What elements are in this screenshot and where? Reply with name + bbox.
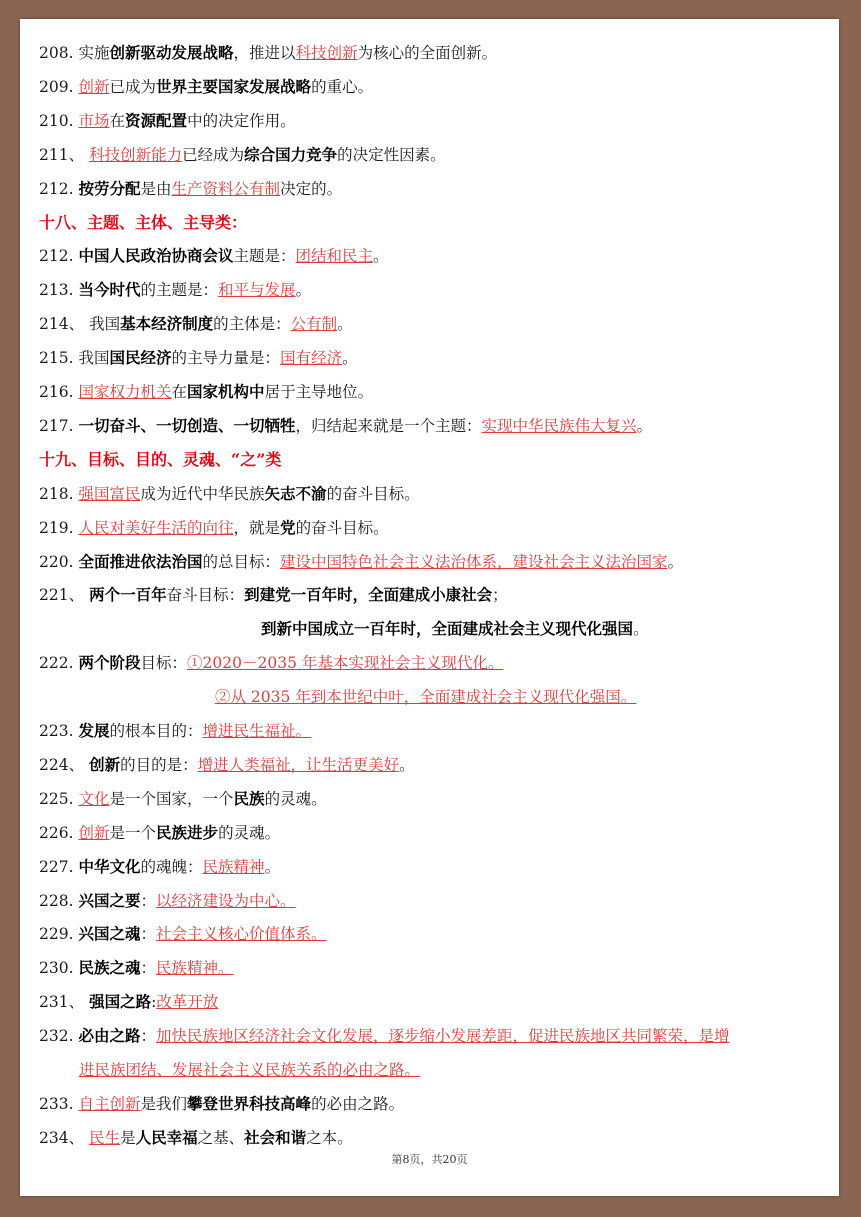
list-item [39, 416, 829, 436]
item-number: 232. [39, 1027, 74, 1046]
item-number: 222. [39, 654, 74, 673]
list-item [39, 585, 829, 605]
answer-text: 公有制 [290, 315, 338, 334]
plain-text: 奋斗目标： [166, 586, 245, 605]
plain-text: ； [492, 586, 508, 605]
plain-text: 。 [636, 416, 653, 435]
bold-keyword: 兴国之魂 [78, 924, 141, 944]
list-item [39, 77, 829, 97]
bold-keyword: 按劳分配 [78, 178, 141, 198]
list-item [39, 823, 829, 843]
plain-text: 是由 [140, 179, 172, 198]
item-number: 227. [39, 857, 74, 876]
list-item [39, 789, 829, 809]
list-item [215, 687, 829, 707]
answer-text: 团结和民主 [295, 247, 374, 266]
item-number: 234、 [39, 1128, 85, 1147]
plain-text: 成为近代中华民族 [140, 484, 265, 503]
plain-text: 的必由之路。 [311, 1094, 405, 1113]
bold-keyword: 党 [280, 517, 296, 537]
list-item [39, 43, 829, 63]
bold-keyword: 中华文化 [78, 856, 141, 876]
bold-keyword: 国家机构中 [187, 382, 265, 401]
plain-text: 决定的。 [280, 179, 343, 198]
plain-text: 的魂魄： [140, 857, 203, 876]
plain-text: 的决定性因素。 [337, 145, 446, 164]
plain-text: 是 [120, 1128, 136, 1147]
plain-text: 的灵魂。 [218, 823, 281, 842]
item-number: 214、 [39, 315, 85, 334]
answer-text: 创新 [78, 823, 110, 842]
list-item [39, 382, 829, 402]
bold-keyword: 人民幸福 [135, 1127, 198, 1147]
plain-text: 居于主导地位。 [264, 383, 374, 401]
answer-text: 改革开放 [156, 993, 219, 1012]
plain-text: ： [140, 959, 157, 978]
answer-text: 以经济建设为中心。 [156, 891, 296, 910]
plain-text: ： [140, 891, 157, 910]
list-item [39, 721, 829, 741]
item-number: 225. [39, 789, 74, 808]
plain-text: 在 [171, 383, 188, 401]
item-number: 210. [39, 111, 74, 130]
list-item [39, 179, 829, 199]
plain-text: : [151, 993, 157, 1012]
item-number: 215. [39, 349, 74, 368]
answer-text: 加快民族地区经济社会文化发展，逐步缩小发展差距，促进民族地区共同繁荣，是增 [156, 1027, 730, 1046]
page-footer: 第8页，共20页 [391, 1153, 468, 1166]
answer-text: 社会主义核心价值体系。 [156, 925, 327, 944]
bold-keyword: 到新中国成立一百年时，全面建成社会主义现代化强国 [261, 619, 634, 639]
bold-keyword: 兴国之要 [78, 890, 141, 910]
plain-text: 之本。 [306, 1128, 353, 1147]
list-item [39, 992, 829, 1012]
plain-text: 中的决定作用。 [187, 111, 296, 130]
plain-text: 。 [399, 755, 415, 774]
answer-text: ②从 2035 年到本世纪中叶，全面建成社会主义现代化强国。 [215, 688, 637, 707]
bold-keyword: 攀登世界科技高峰 [187, 1093, 312, 1113]
list-item [39, 891, 829, 911]
answer-text: 增进民生福祉。 [202, 722, 312, 740]
bold-keyword: 中国人民政治协商会议 [78, 246, 234, 266]
list-item [261, 619, 829, 639]
plain-text: 已成为 [109, 77, 157, 96]
plain-text: 。 [667, 552, 684, 571]
plain-text: 为核心的全面创新。 [357, 44, 498, 62]
bold-keyword: 到建党一百年时，全面建成小康社会 [244, 585, 493, 605]
list-item [39, 111, 829, 131]
plain-text: 是一个国家，一个 [109, 789, 234, 808]
item-number: 231、 [39, 993, 85, 1012]
bold-keyword: 民族 [233, 788, 265, 808]
item-number: 220. [39, 552, 74, 571]
list-item [79, 1060, 829, 1080]
answer-text: 民族精神。 [156, 959, 234, 978]
list-item [39, 755, 829, 775]
section-heading-text: 十九、目标、目的、灵魂、“之”类 [39, 449, 282, 469]
plain-text: 的主导力量是： [171, 349, 281, 368]
plain-text: 我国 [89, 315, 121, 334]
list-item [39, 924, 829, 944]
section-heading [39, 213, 829, 233]
plain-text: 的奋斗目标。 [326, 484, 420, 503]
section-heading [39, 450, 829, 470]
bold-keyword: 两个一百年 [89, 585, 167, 605]
bold-keyword: 综合国力竞争 [244, 144, 338, 164]
plain-text: 。 [373, 247, 389, 266]
plain-text: 我国 [78, 349, 110, 368]
answer-text: 强国富民 [78, 484, 141, 503]
list-item [39, 958, 829, 978]
list-item [39, 857, 829, 877]
item-number: 209. [39, 77, 74, 96]
list-item [39, 552, 829, 572]
item-number: 226. [39, 823, 74, 842]
list-item [39, 280, 829, 300]
item-number: 212. [39, 247, 74, 266]
bold-keyword: 民族进步 [156, 822, 219, 842]
plain-text: 在 [109, 111, 126, 130]
plain-text: 是我们 [140, 1094, 188, 1113]
plain-text: ，推进以 [233, 44, 296, 62]
plain-text: 的总目标： [202, 552, 281, 571]
item-number: 211、 [39, 145, 85, 164]
answer-text: 进民族团结、发展社会主义民族关系的必由之路。 [79, 1061, 421, 1079]
answer-text: 文化 [78, 789, 110, 808]
answer-text: 科技创新 [295, 44, 358, 62]
plain-text: ： [140, 925, 157, 944]
bold-keyword: 两个阶段 [78, 653, 141, 673]
list-item [39, 348, 829, 368]
item-number: 208. [39, 44, 74, 62]
plain-text: 。 [342, 349, 358, 368]
plain-text: 实施 [78, 44, 110, 62]
item-number: 218. [39, 484, 74, 503]
plain-text: 的重心。 [311, 77, 374, 96]
bold-keyword: 必由之路 [78, 1026, 141, 1046]
answer-text: 市场 [78, 111, 110, 130]
bold-keyword: 强国之路 [89, 992, 152, 1012]
plain-text: 是一个 [109, 823, 157, 842]
bold-keyword: 社会和谐 [244, 1127, 307, 1147]
bold-keyword: 创新驱动发展战略 [109, 43, 234, 62]
bold-keyword: 国民经济 [109, 348, 172, 368]
bold-keyword: 世界主要国家发展战略 [156, 76, 312, 96]
item-number: 216. [39, 383, 74, 401]
bold-keyword: 一切奋斗、一切创造、一切牺牲 [78, 415, 296, 435]
answer-text: 国有经济 [280, 349, 343, 368]
plain-text: 的主题是： [140, 281, 219, 300]
answer-text: ①2020－2035 年基本实现社会主义现代化。 [187, 654, 504, 673]
bold-keyword: 发展 [78, 721, 110, 740]
list-item [39, 246, 829, 266]
section-heading-text: 十八、主题、主体、主导类： [39, 212, 248, 232]
bold-keyword: 全面推进依法治国 [78, 551, 203, 571]
document-page [20, 19, 839, 1196]
answer-text: 增进人类福祉，让生活更美好 [197, 755, 400, 774]
list-item [39, 1026, 829, 1046]
answer-text: 民生 [89, 1128, 121, 1147]
list-item [39, 314, 829, 334]
item-number: 219. [39, 518, 74, 537]
item-number: 221、 [39, 586, 85, 605]
answer-text: 自主创新 [78, 1094, 141, 1113]
bold-keyword: 基本经济制度 [120, 314, 214, 334]
plain-text: 的根本目的： [109, 722, 203, 740]
plain-text: 。 [264, 857, 281, 876]
answer-text: 科技创新能力 [89, 145, 183, 164]
list-item [39, 653, 829, 673]
bold-keyword: 当今时代 [78, 280, 141, 300]
item-number: 230. [39, 959, 74, 978]
plain-text: 的奋斗目标。 [295, 518, 389, 537]
plain-text: 。 [337, 315, 353, 334]
plain-text: 。 [633, 620, 649, 639]
plain-text: 已经成为 [182, 145, 245, 164]
item-number: 213. [39, 281, 74, 300]
plain-text: 的目的是： [120, 755, 198, 774]
item-number: 224、 [39, 755, 85, 774]
answer-text: 民族精神 [202, 857, 265, 876]
item-number: 229. [39, 925, 74, 944]
answer-text: 生产资料公有制 [171, 179, 281, 198]
answer-text: 人民对美好生活的向往 [78, 518, 234, 537]
list-item [39, 1128, 829, 1148]
bold-keyword: 矢志不渝 [264, 483, 327, 503]
bold-keyword: 民族之魂 [78, 958, 141, 978]
plain-text: 的主体是： [213, 315, 291, 334]
plain-text: 的灵魂。 [264, 789, 327, 808]
item-number: 228. [39, 891, 74, 910]
list-item [39, 145, 829, 165]
item-number: 212. [39, 179, 74, 198]
answer-text: 和平与发展 [218, 281, 296, 300]
plain-text: ，归结起来就是一个主题： [295, 416, 482, 435]
item-number: 217. [39, 416, 74, 435]
bold-keyword: 资源配置 [125, 110, 188, 130]
list-item [39, 484, 829, 504]
plain-text: 目标： [140, 654, 188, 673]
answer-text: 国家权力机关 [78, 383, 172, 401]
plain-text: ： [140, 1027, 157, 1046]
plain-text: 主题是： [233, 247, 296, 266]
plain-text: 。 [295, 281, 312, 300]
answer-text: 建设中国特色社会主义法治体系，建设社会主义法治国家 [280, 552, 668, 571]
item-number: 233. [39, 1094, 74, 1113]
list-item [39, 1094, 829, 1114]
plain-text: ，就是 [233, 518, 281, 537]
answer-text: 创新 [78, 77, 110, 96]
item-number: 223. [39, 722, 74, 740]
plain-text: 之基、 [197, 1128, 245, 1147]
list-item [39, 518, 829, 538]
bold-keyword: 创新 [89, 754, 121, 774]
answer-text: 实现中华民族伟大复兴 [481, 416, 637, 435]
